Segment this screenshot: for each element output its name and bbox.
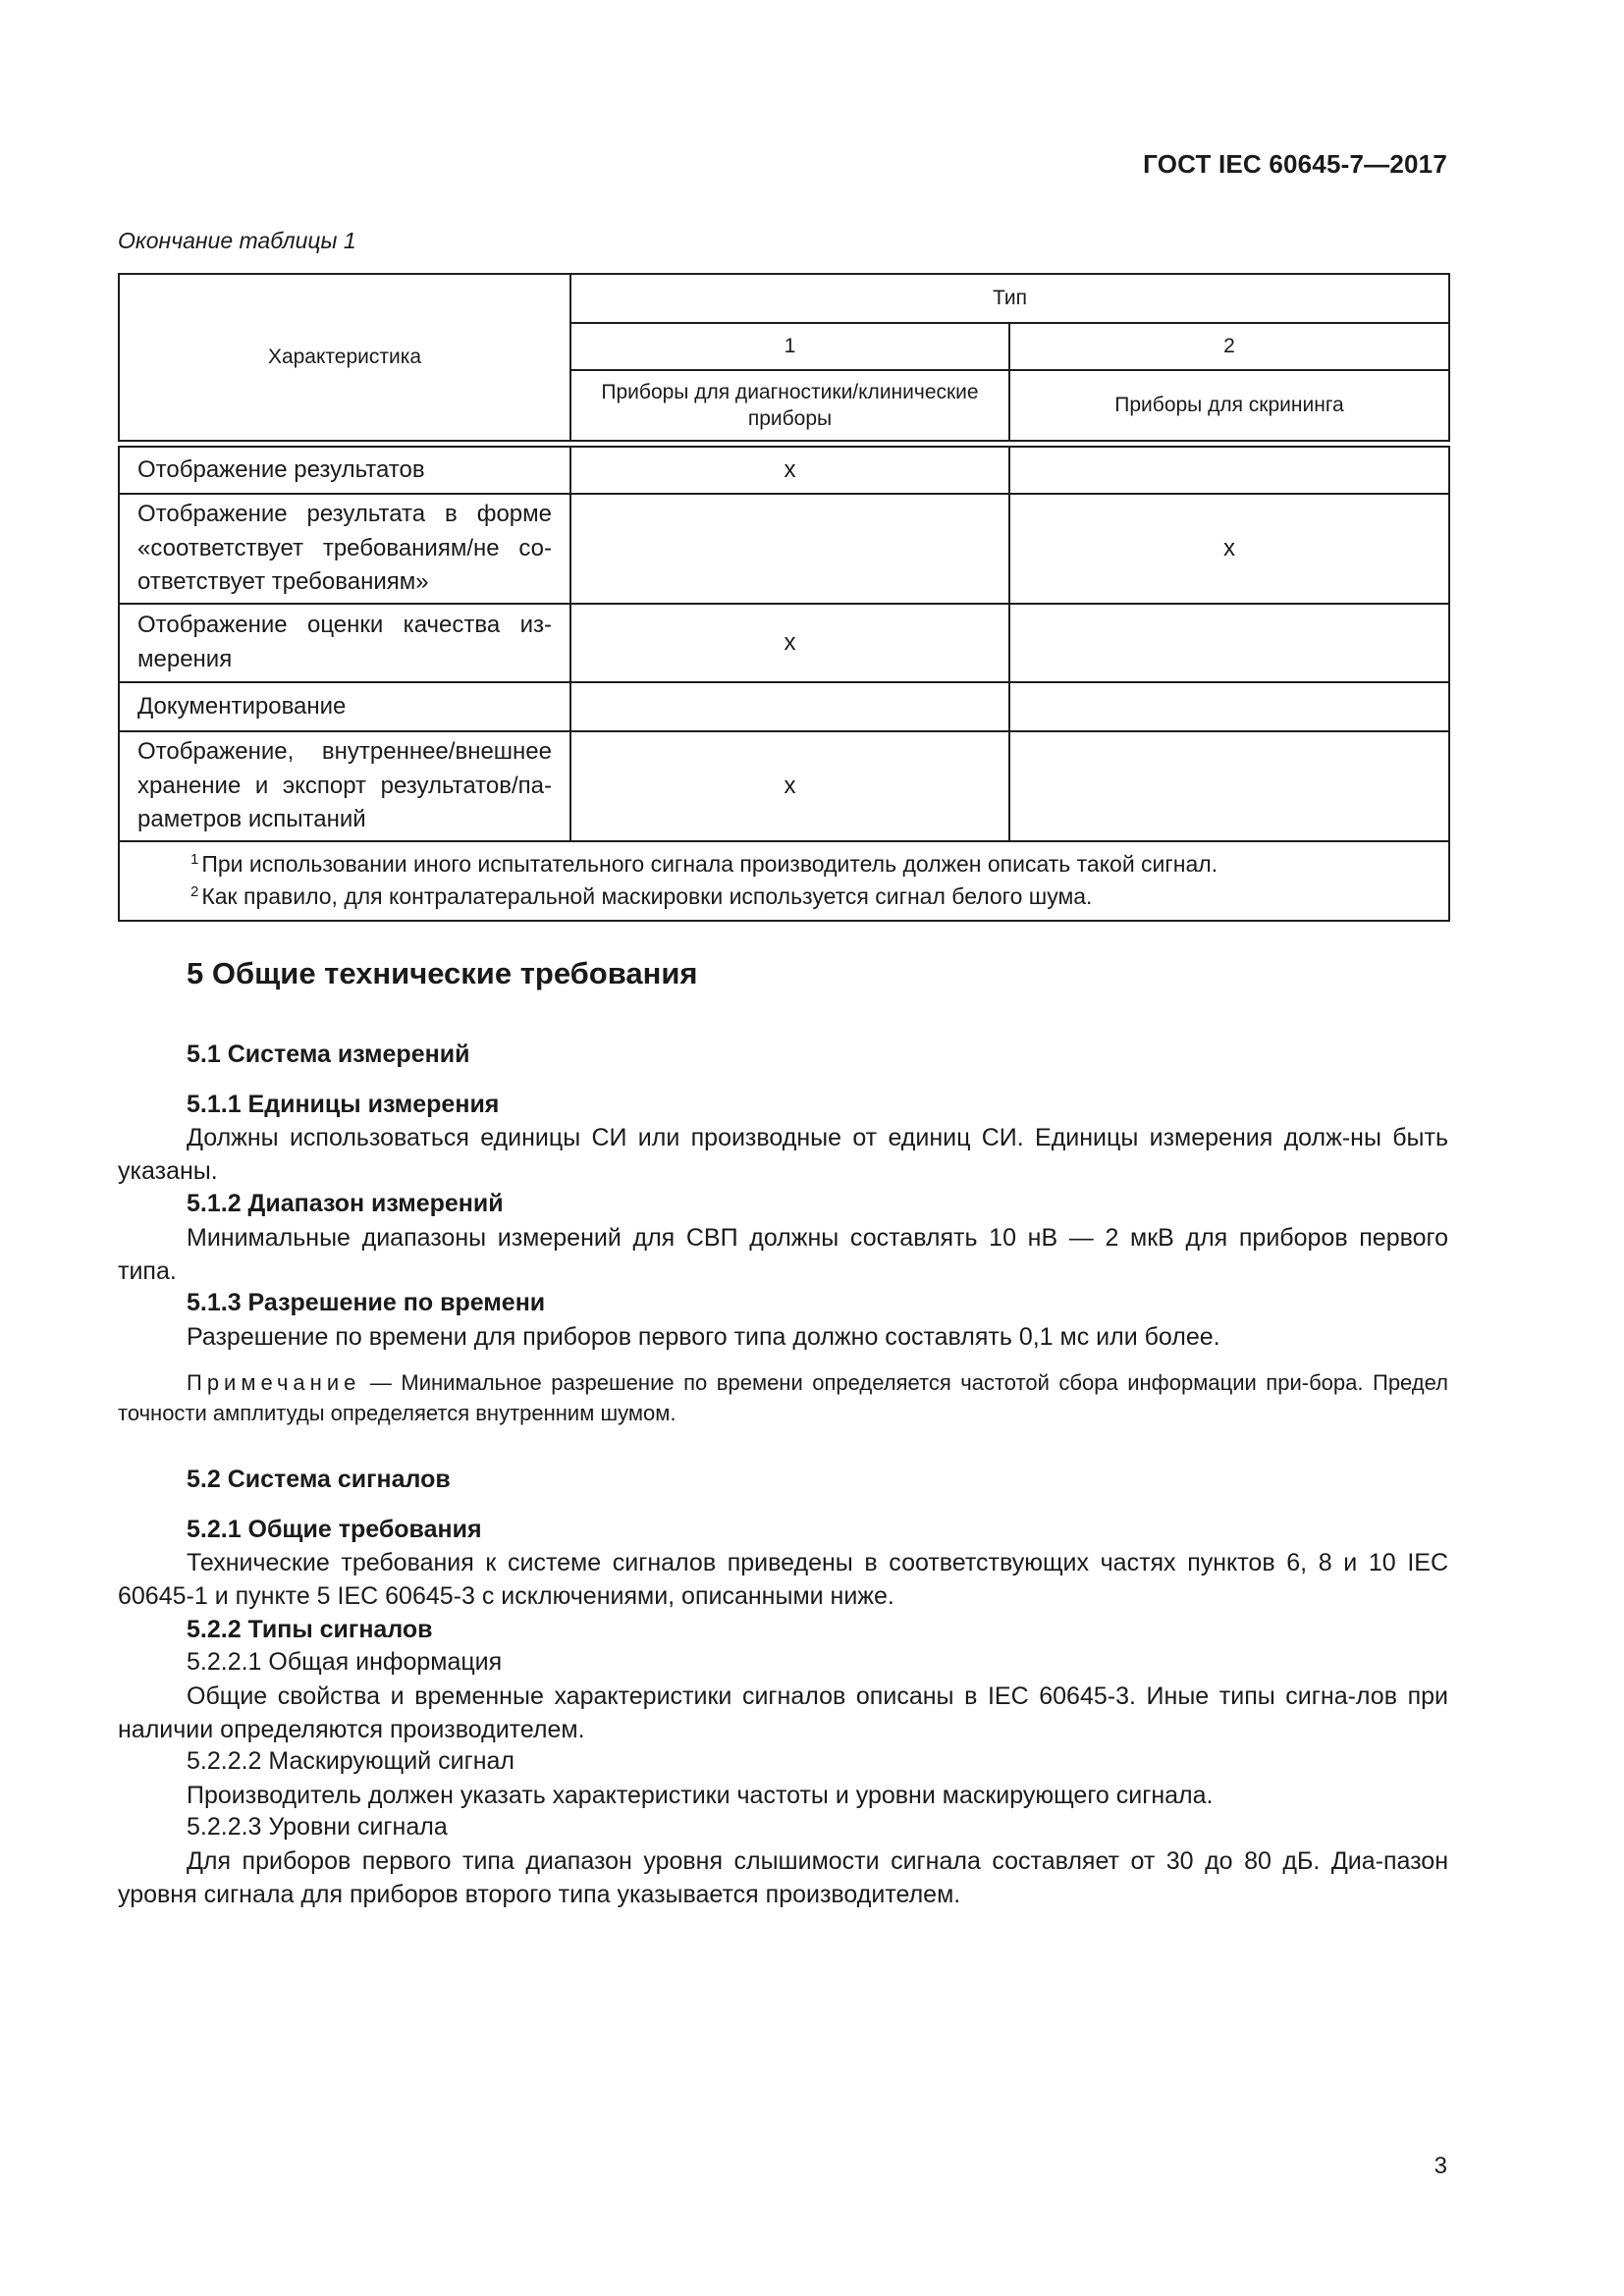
- section-5-2-2-1-text: Общие свойства и временные характеристики сигналов описаны в IEC 60645-3. Иные типы сигна-лов при наличии определяются производителем.: [118, 1682, 1448, 1743]
- row-type2-mark: x: [1009, 494, 1449, 604]
- row-label: Отображение результата в форме «соответствует требованиям/не со-ответствует требованиям»: [119, 494, 570, 604]
- row-type2-mark: [1009, 731, 1449, 841]
- section-5-1-title: 5.1 Система измерений: [187, 1041, 470, 1068]
- row-label: Документирование: [119, 682, 570, 731]
- table-row: [119, 447, 1449, 494]
- section-5-2-2-1-title: 5.2.2.1 Общая информация: [187, 1648, 503, 1676]
- row-label: Отображение оценки качества из-мерения: [119, 604, 570, 682]
- header-type2-number: 2: [1009, 323, 1449, 370]
- section-5-1-3-text: Разрешение по времени для приборов первого типа должно составлять 0,1 мс или более.: [187, 1323, 1220, 1351]
- table-caption: Окончание таблицы 1: [118, 228, 356, 253]
- row-label: Отображение результатов: [119, 447, 570, 494]
- section-5-1-2-text: Минимальные диапазоны измерений для СВП должны составлять 10 нВ — 2 мкВ для приборов первого типа.: [118, 1224, 1448, 1285]
- section-5-2-2-title: 5.2.2 Типы сигналов: [187, 1616, 433, 1643]
- row-type1-mark: [570, 494, 1009, 604]
- row-type2-mark: [1009, 682, 1449, 731]
- row-type1-mark: x: [570, 447, 1009, 494]
- row-type2-mark: [1009, 604, 1449, 682]
- row-type1-mark: x: [570, 604, 1009, 682]
- table-row: [119, 731, 1449, 841]
- note-label: Примечание: [187, 1370, 361, 1395]
- section-5-1-3-title: 5.1.3 Разрешение по времени: [187, 1289, 546, 1316]
- note: [118, 1367, 1448, 1428]
- section-5-2-title: 5.2 Система сигналов: [187, 1466, 451, 1493]
- section-5-2-1-title: 5.2.1 Общие требования: [187, 1516, 482, 1543]
- footnote: [190, 881, 1378, 913]
- note-text: — Минимальное разрешение по времени определяется частотой сбора информации при-бора. Предел точности амплитуды определяется внутренним шумом.: [118, 1370, 1448, 1425]
- section-5-2-2-2-title: 5.2.2.2 Маскирующий сигнал: [187, 1747, 515, 1775]
- header-type1-number: 1: [570, 323, 1009, 370]
- table-row: [119, 494, 1449, 604]
- standard-id: ГОСТ IEC 60645-7—2017: [1143, 149, 1447, 179]
- section-5-2-1-text: Технические требования к системе сигналов приведены в соответствующих частях пунктов 6, 8 и 10 IEC 60645-1 и пункте 5 IEC 60645-3 с исключениями, описанными ниже.: [118, 1549, 1448, 1610]
- section-5-2-2-2-text: Производитель должен указать характеристики частоты и уровни маскирующего сигнала.: [187, 1782, 1214, 1809]
- section-5-1-1-text: Должны использоваться единицы СИ или производные от единиц СИ. Единицы измерения долж-ны быть указаны.: [118, 1124, 1448, 1185]
- header-type: Тип: [570, 274, 1449, 323]
- table-row: [119, 604, 1449, 682]
- header-type2-label: Приборы для скрининга: [1009, 370, 1449, 441]
- page-number: 3: [1434, 2153, 1447, 2179]
- row-label: Отображение, внутреннее/внешнее хранение и экспорт результатов/па-раметров испытаний: [119, 731, 570, 841]
- section-5-2-2-3-title: 5.2.2.3 Уровни сигнала: [187, 1813, 448, 1841]
- table-row: [119, 682, 1449, 731]
- header-characteristic: Характеристика: [119, 274, 570, 441]
- footnote-text: При использовании иного испытательного сигнала производитель должен описать такой сигнал.: [201, 851, 1218, 877]
- characteristics-table: [118, 273, 1450, 922]
- section-5-2-2-3-text: Для приборов первого типа диапазон уровня слышимости сигнала составляет от 30 до 80 дБ. Диа-пазон уровня сигнала для приборов второго типа указывается производителем.: [118, 1847, 1448, 1908]
- section-5-1-2-title: 5.1.2 Диапазон измерений: [187, 1190, 504, 1217]
- footnote-mark: 2: [190, 883, 199, 901]
- row-type2-mark: [1009, 447, 1449, 494]
- row-type1-mark: x: [570, 731, 1009, 841]
- table-footnotes: [119, 841, 1449, 921]
- footnote: [190, 848, 1378, 881]
- footnote-mark: 1: [190, 851, 199, 868]
- section-5-title: 5 Общие технические требования: [187, 956, 698, 990]
- row-type1-mark: [570, 682, 1009, 731]
- footnote-text: Как правило, для контралатеральной маскировки используется сигнал белого шума.: [201, 883, 1093, 910]
- header-type1-label: Приборы для диагностики/клинические приборы: [570, 370, 1009, 441]
- section-5-1-1-title: 5.1.1 Единицы измерения: [187, 1091, 500, 1118]
